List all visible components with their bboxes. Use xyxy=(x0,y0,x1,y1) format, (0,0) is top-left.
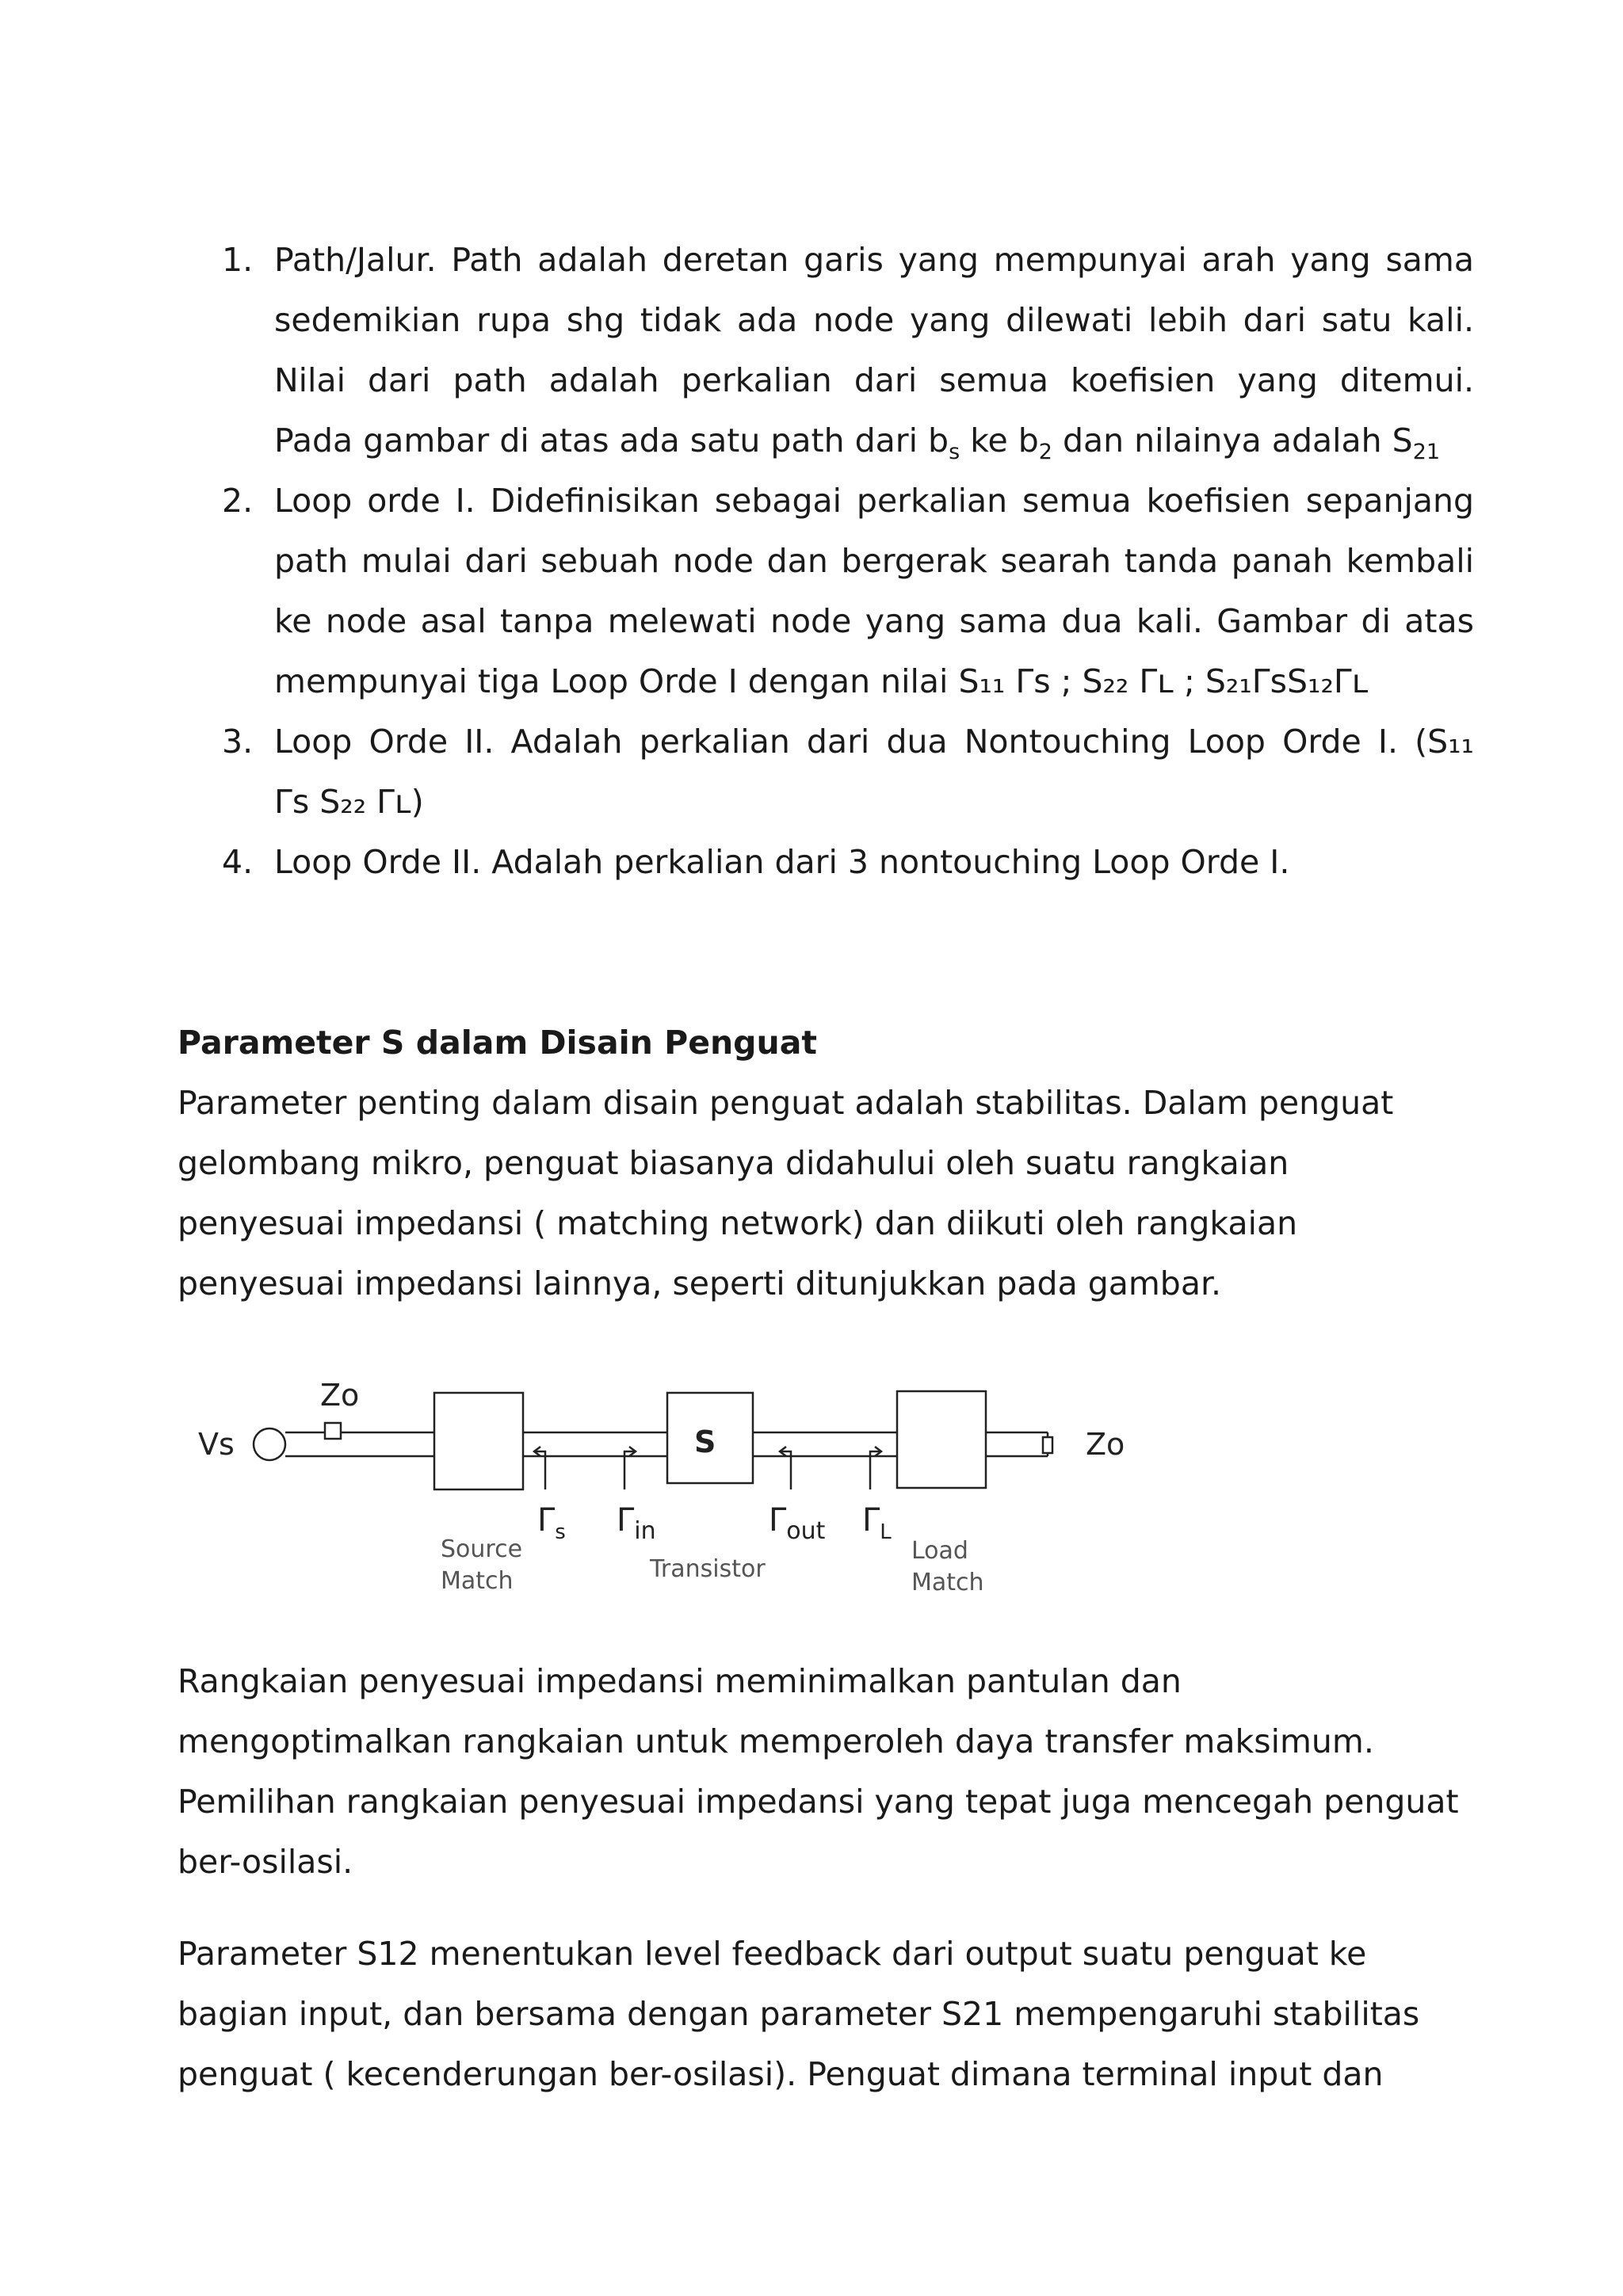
paragraph xyxy=(178,1924,1477,2104)
gamma-l-label: $\Gamma_L$ xyxy=(862,1502,892,1544)
voltage-source-icon xyxy=(254,1428,285,1460)
list-item-4 xyxy=(222,832,1474,892)
list-text: Loop orde I. Didefinisikan sebagai perkalian semua koefisien sepanjang xyxy=(274,482,1474,520)
list-item-2 xyxy=(222,471,1474,711)
gamma-in-label: $\Gamma_{in}$ xyxy=(617,1502,656,1545)
source-match-label-2: Match xyxy=(441,1567,514,1595)
transistor-s-label: S xyxy=(694,1425,716,1459)
list-text: Loop Orde II. Adalah perkalian dari 3 nontouching Loop Orde I. xyxy=(274,843,1290,881)
section-block xyxy=(178,1013,1477,1314)
list-number: 1. xyxy=(222,241,254,279)
zo-right-label: Zo xyxy=(1086,1427,1125,1462)
source-match-label-1: Source xyxy=(441,1535,523,1563)
list-text: Pada gambar di atas ada satu path dari $b_s$ ke $b_2$ dan nilainya adalah $S_{21}$ xyxy=(274,421,1441,464)
resistor-icon xyxy=(325,1423,341,1439)
gamma-s-label: $\Gamma_s$ xyxy=(537,1502,566,1544)
list-item-3 xyxy=(222,711,1474,832)
list-number: 3. xyxy=(222,723,254,761)
list-number: 2. xyxy=(222,482,254,520)
paragraph-line: mengoptimalkan rangkaian untuk memperoleh daya transfer maksimum. xyxy=(178,1722,1374,1760)
paragraph-line: Parameter penting dalam disain penguat adalah stabilitas. Dalam penguat xyxy=(178,1084,1394,1122)
list-text: Loop Orde II. Adalah perkalian dari dua Nontouching Loop Orde I. (S₁₁ xyxy=(274,723,1474,761)
paragraph-line: ber-osilasi. xyxy=(178,1843,353,1881)
load-match-label-1: Load xyxy=(911,1537,968,1565)
transistor-label: Transistor xyxy=(650,1555,766,1583)
list-text: Path/Jalur. Path adalah deretan garis yang mempunyai arah yang sama xyxy=(274,241,1474,279)
list-text: sedemikian rupa shg tidak ada node yang dilewati lebih dari satu kali. xyxy=(274,301,1474,339)
load-resistor-icon xyxy=(1043,1437,1052,1453)
vs-label: Vs xyxy=(198,1427,235,1462)
paragraph-line: penyesuai impedansi lainnya, seperti ditunjukkan pada gambar. xyxy=(178,1264,1222,1302)
paragraph-line: Rangkaian penyesuai impedansi meminimalkan pantulan dan xyxy=(178,1662,1182,1700)
paragraph-line: penyesuai impedansi ( matching network) dan diikuti oleh rangkaian xyxy=(178,1204,1298,1242)
list-number: 4. xyxy=(222,843,254,881)
paragraph-line: bagian input, dan bersama dengan parameter S21 mempengaruhi stabilitas xyxy=(178,1995,1420,2033)
paragraph-line: Parameter S12 menentukan level feedback dari output suatu penguat ke xyxy=(178,1935,1367,1973)
list-text: mempunyai tiga Loop Orde I dengan nilai S₁₁ Γs ; S₂₂ Γʟ ; S₂₁ΓsS₁₂Γʟ xyxy=(274,662,1369,700)
list-text: Nilai dari path adalah perkalian dari semua koefisien yang ditemui. xyxy=(274,361,1474,399)
load-match-box xyxy=(897,1391,986,1488)
paragraph-line: Pemilihan rangkaian penyesuai impedansi yang tepat juga mencegah penguat xyxy=(178,1783,1459,1821)
gamma-out-label: $\Gamma_{out}$ xyxy=(769,1502,826,1545)
load-match-label-2: Match xyxy=(911,1569,984,1596)
list-item-1 xyxy=(222,230,1474,482)
paragraph xyxy=(178,1651,1477,1892)
section-heading: Parameter S dalam Disain Penguat xyxy=(178,1024,817,1062)
amplifier-matching-diagram xyxy=(182,1339,1149,1608)
source-match-box xyxy=(434,1393,523,1489)
list-text: path mulai dari sebuah node dan bergerak searah tanda panah kembali xyxy=(274,542,1474,580)
zo-left-label: Zo xyxy=(320,1378,360,1413)
paragraph-line: penguat ( kecenderungan ber-osilasi). Penguat dimana terminal input dan xyxy=(178,2055,1384,2093)
list-text: ke node asal tanpa melewati node yang sama dua kali. Gambar di atas xyxy=(274,602,1474,640)
paragraph-line: gelombang mikro, penguat biasanya didahului oleh suatu rangkaian xyxy=(178,1144,1289,1182)
list-text: Γs S₂₂ Γʟ) xyxy=(274,783,424,821)
